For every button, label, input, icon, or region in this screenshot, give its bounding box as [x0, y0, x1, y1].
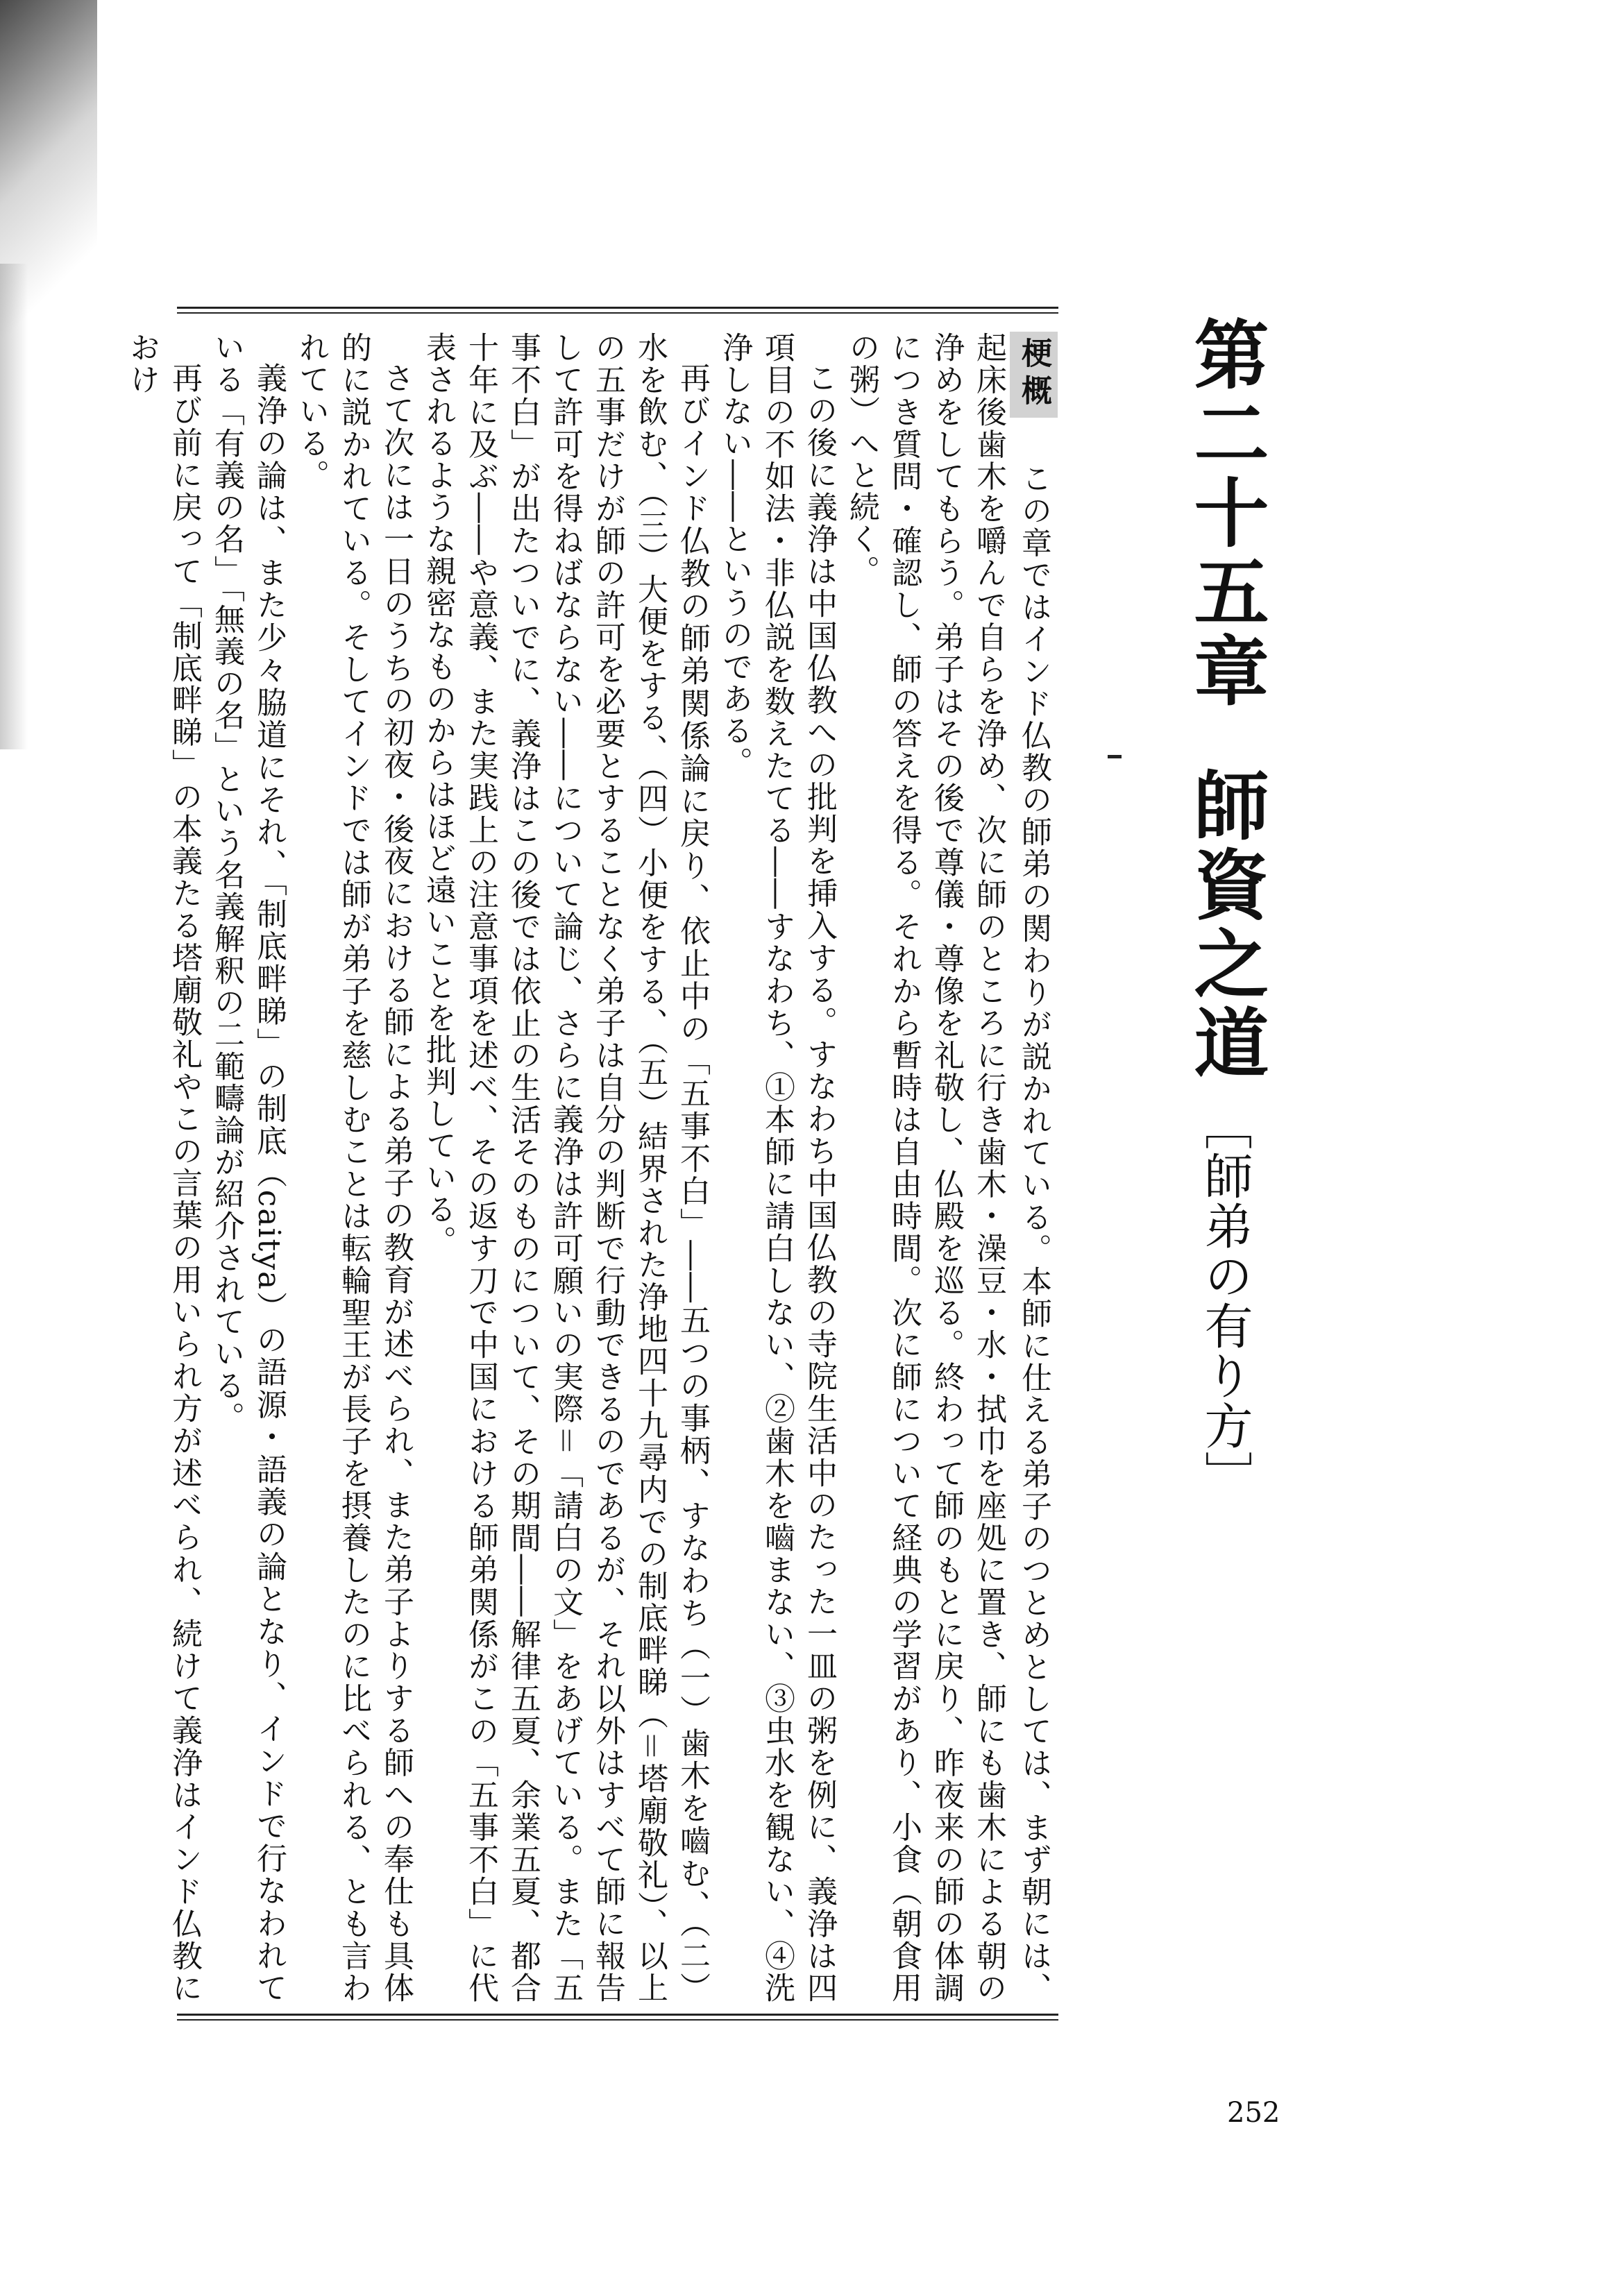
bottom-rule [177, 2014, 1058, 2021]
summary-paragraph-2: この後に義浄は中国仏教への批判を挿入する。すなわち中国仏教の寺院生活中のたった一皿の粥を例に、義浄は四項目の不如法・非仏説を数えたてる――すなわち、①本師に請白しない、②歯木を嚙まない、③虫水を観ない、④洗浄しない――というのである。 [717, 332, 837, 2005]
summary-paragraph-6: 再び前に戻って「制底畔睇」の本義たる塔廟敬礼やこの言葉の用いられ方が述べられ、続けて義浄はインド仏教におけ [124, 332, 202, 2004]
chapter-subtitle: ［師弟の有り方］ [1196, 1101, 1253, 1501]
summary-paragraph-1 [840, 332, 1058, 2004]
page-number: 252 [1227, 2097, 1280, 2129]
summary-label: 梗概 [1010, 332, 1058, 418]
summary-paragraph-4: さて次には一日のうちの初夜・後夜における師による弟子の教育が述べられ、また弟子よりする師への奉仕も具体的に説かれている。そしてインドでは師が弟子を慈しむことは転輪聖王が長子を摂養したのに比べられる、とも言われている。 [294, 332, 414, 2005]
print-mark [1108, 755, 1122, 758]
chapter-number: 第二十五章 [1181, 316, 1269, 711]
scan-edge-shadow-lower [0, 264, 28, 749]
summary-paragraph-1-text: この章ではインド仏教の師弟の関わりが説かれている。本師に仕える弟子のつとめとしては、まず朝には、起床後歯木を嚼んで自らを浄め、次に師のところに行き歯木・澡豆・水・拭巾を座処に置き、師にも歯木による朝の浄めをしてもらう。弟子はその後で尊儀・尊像を礼敬し、仏殿を巡る。終わって師のもとに戻り、昨夜来の師の体調につき質問・確認し、師の答えを得る。それから暫時は自由時間。次に師について経典の学習があり、小食（朝食用の粥）へと続く。 [844, 332, 1051, 2005]
summary-paragraph-5: 義浄の論は、また少々脇道にそれ、「制底畔睇」の制底（caitya）の語源・語義の論となり、インドで行なわれている「有義の名」「無義の名」という名義解釈の二範疇論が紹介されている。 [209, 332, 287, 2004]
top-rule [177, 307, 1058, 314]
summary-body [124, 332, 1058, 2005]
chapter-title: 師資之道 [1181, 767, 1269, 1083]
chapter-heading [1166, 316, 1284, 1501]
summary-paragraph-3: 再びインド仏教の師弟関係論に戻り、依止中の「五事不白」――五つの事柄、すなわち（一）歯木を嚙む、（二）水を飲む、（三）大便をする、（四）小便をする、（五）結界された浄地四十九尋内での制底畔睇（＝塔廟敬礼）、以上の五事だけが師の許可を必要とすることなく弟子は自分の判断で行動できるのであるが、それ以外はすべて師に報告して許可を得ねばならない――について論じ、さらに義浄は許可願いの実際＝「請白の文」をあげている。また「五事不白」が出たついでに、義浄はこの後では依止の生活そのものについて、その期間――解律五夏、余業五夏、都合十年に及ぶ――や意義、また実践上の注意事項を述べ、その返す刀で中国における師弟関係がこの「五事不白」に代表されるような親密なものからはほど遠いことを批判している。 [421, 332, 710, 2005]
